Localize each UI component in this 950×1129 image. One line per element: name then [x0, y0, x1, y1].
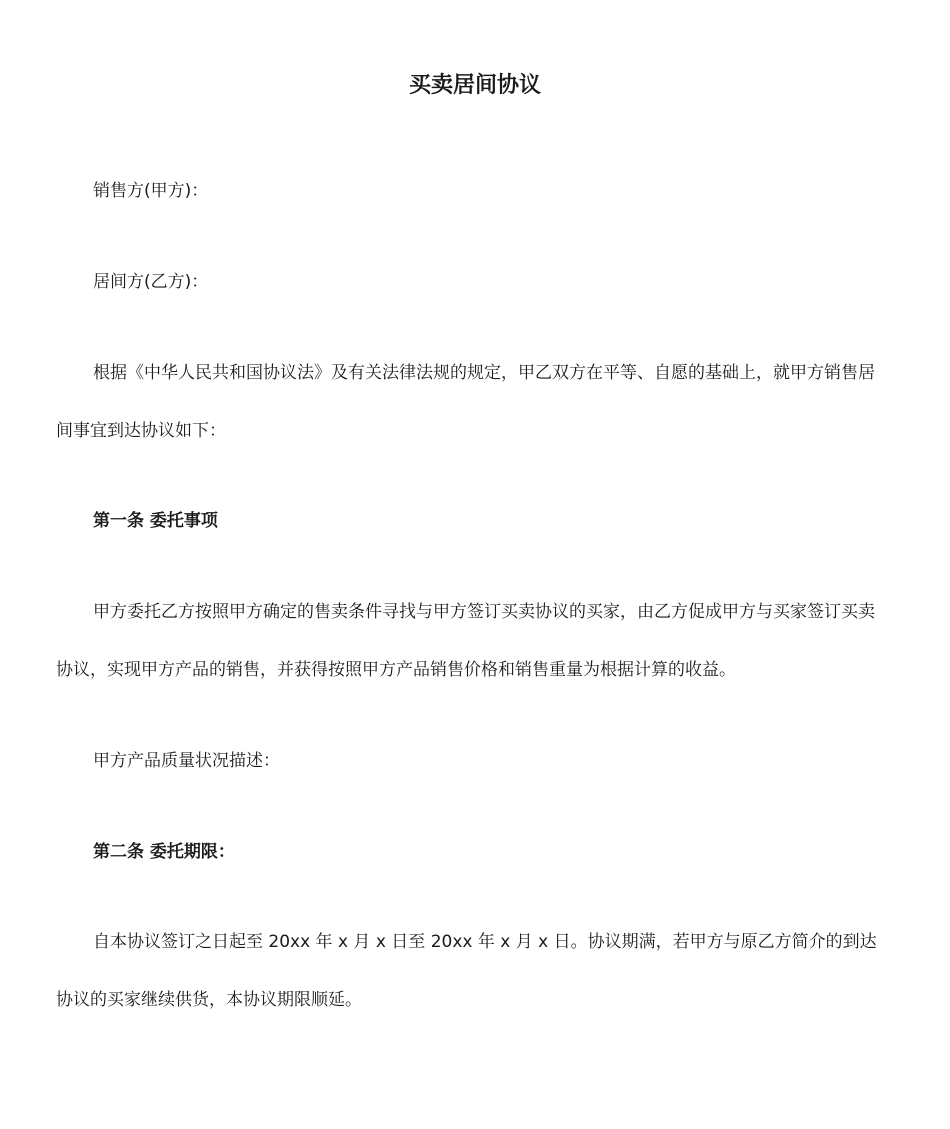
seller-label: 销售方(甲方)： [93, 181, 209, 201]
intro-paragraph: 根据《中华人民共和国协议法》及有关法律法规的规定，甲乙双方在平等、自愿的基础上，就甲方销售居间事宜到达协议如下： [56, 363, 875, 441]
quality-label: 甲方产品质量状况描述： [93, 751, 280, 771]
document-title: 买卖居间协议 [408, 73, 541, 98]
article1-heading: 第一条 委托事项 [93, 511, 218, 531]
article1-body: 甲方委托乙方按照甲方确定的售卖条件寻找与甲方签订买卖协议的买家，由乙方促成甲方与买家签订买卖协议，实现甲方产品的销售，并获得按照甲方产品销售价格和销售重量为根据计算的收益。 [56, 602, 875, 680]
broker-label: 居间方(乙方)： [93, 272, 209, 292]
article2-body: 自本协议签订之日起至 20xx 年 x 月 x 日至 20xx 年 x 月 x 日。协议期满，若甲方与原乙方简介的到达协议的买家继续供货，本协议期限顺延。 [56, 932, 877, 1010]
article2-heading: 第二条 委托期限： [93, 842, 235, 862]
